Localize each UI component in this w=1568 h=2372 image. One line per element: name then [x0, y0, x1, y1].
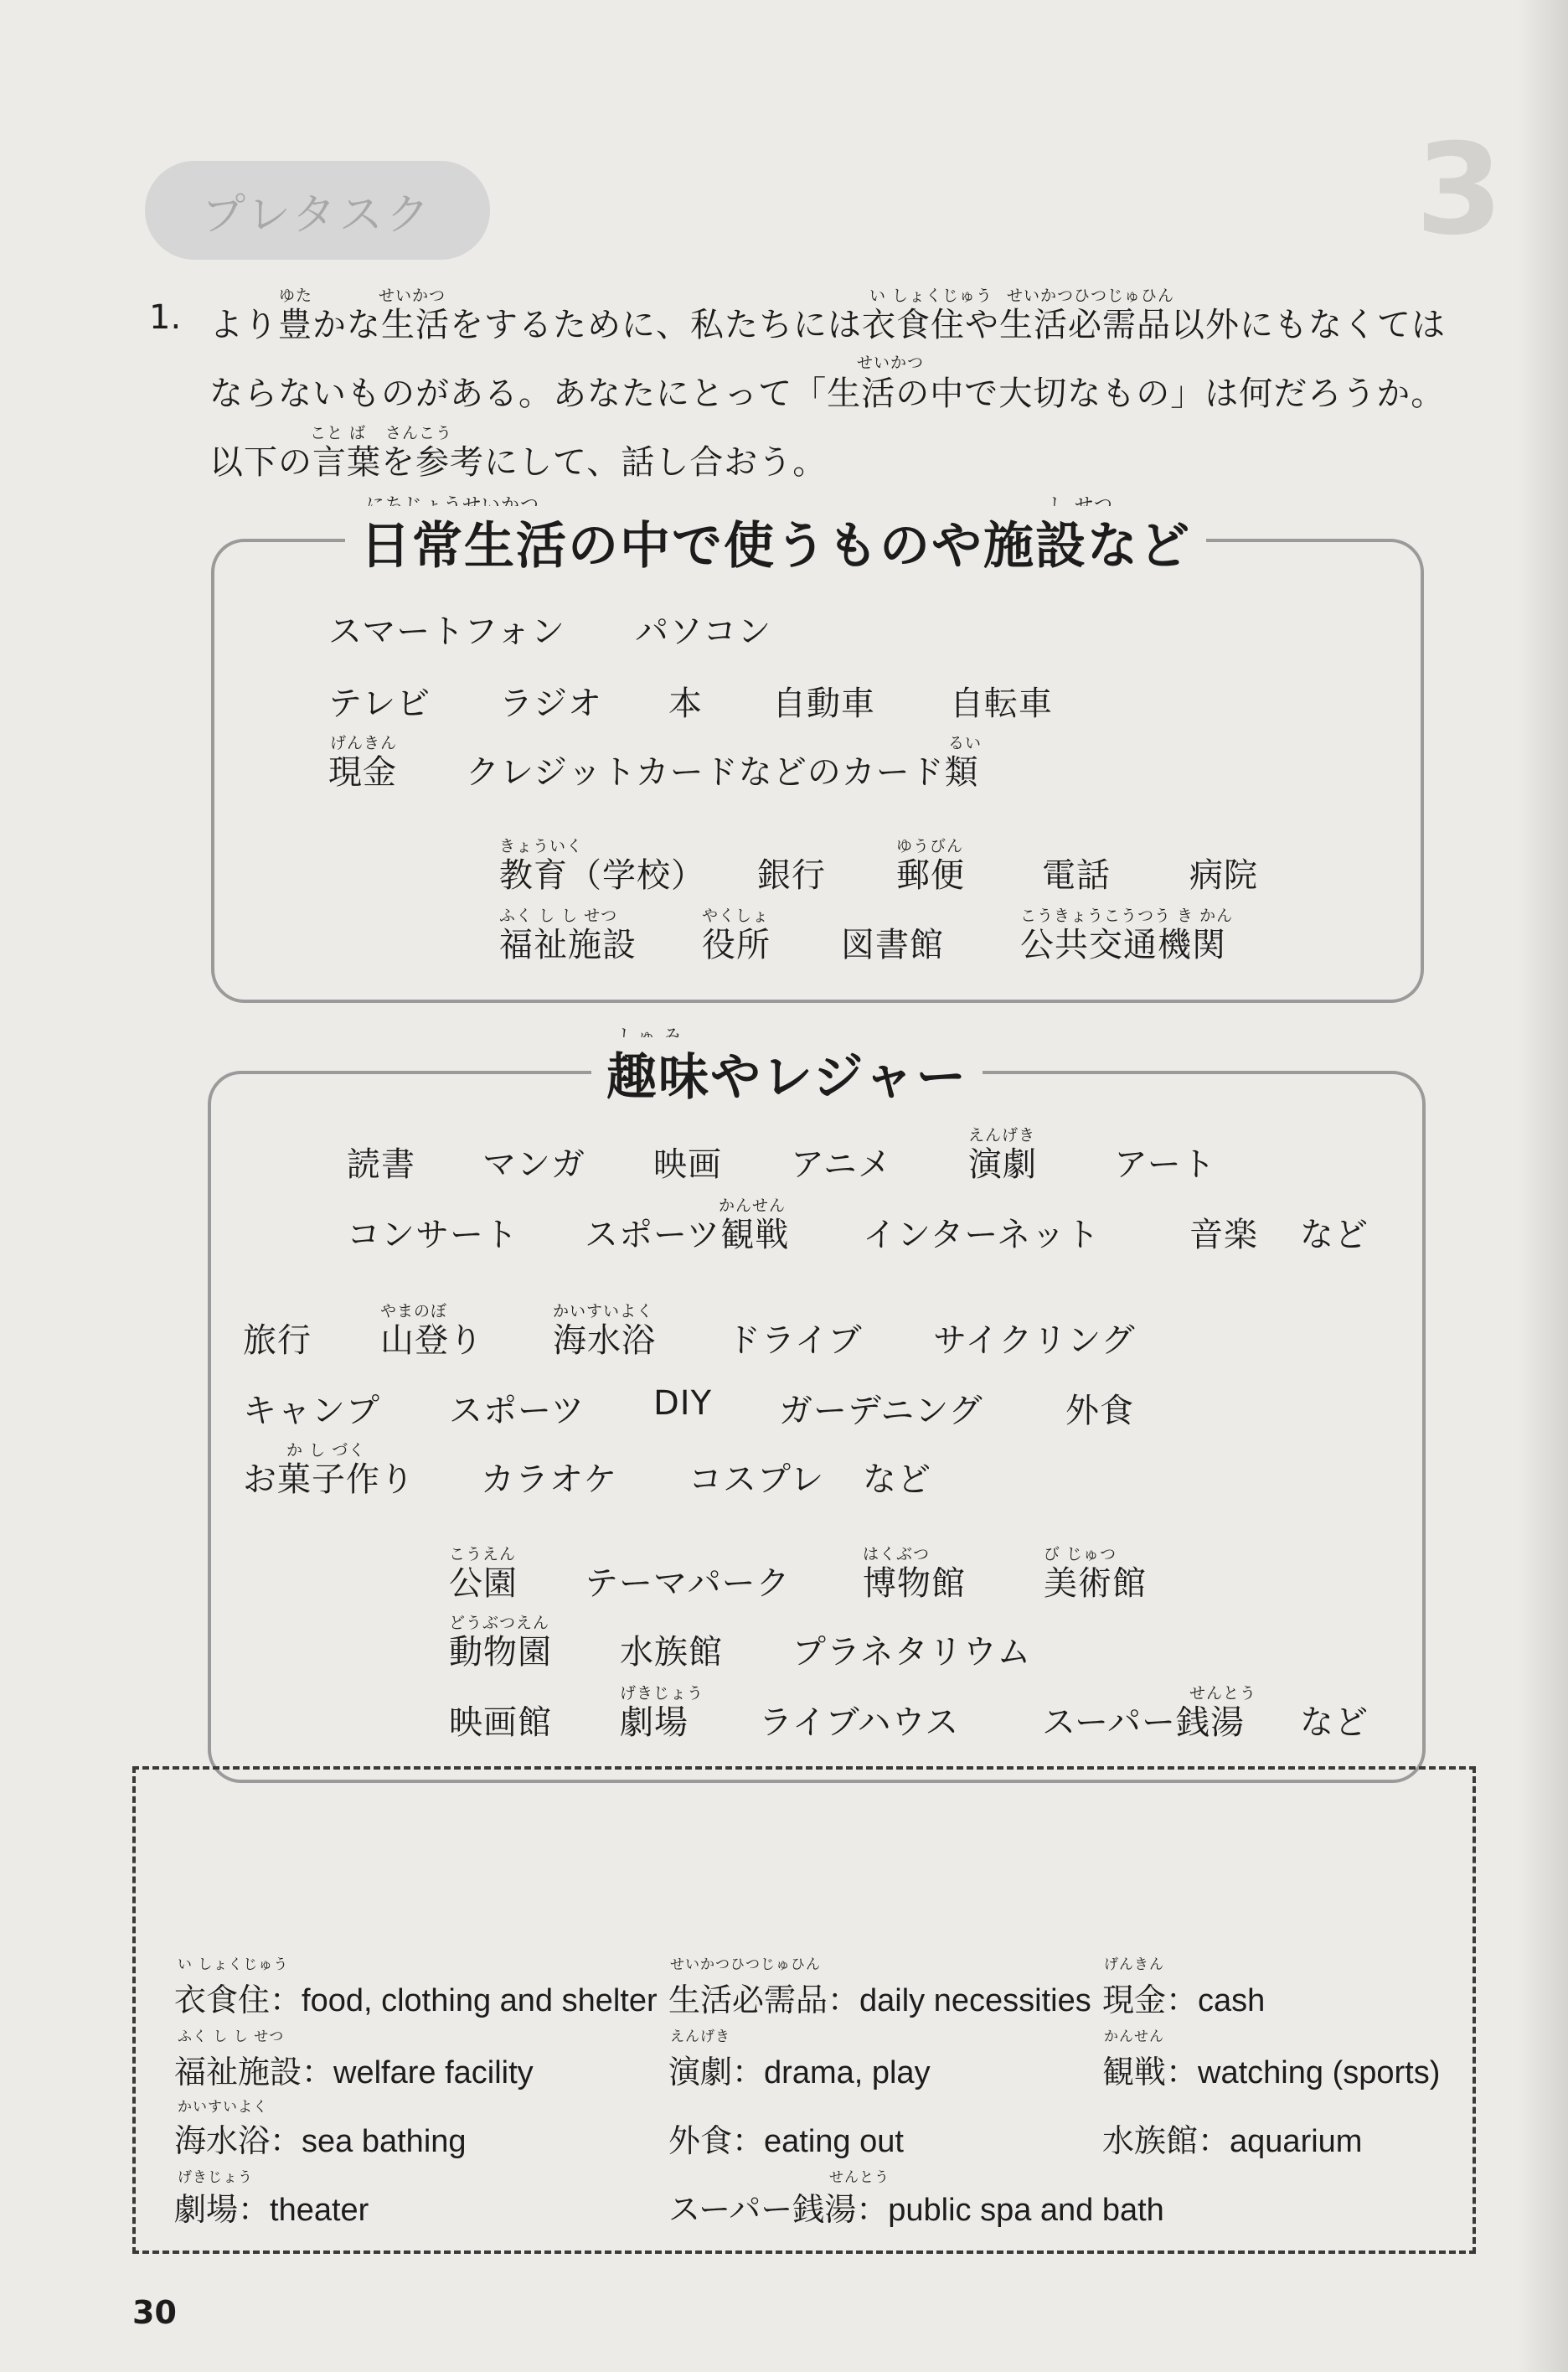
separator: ： — [732, 2122, 765, 2159]
question-line-1: より豊かな生活をするために、私たちには衣食住や生活必需品以外にもなくては — [209, 306, 1446, 344]
glossary-entry — [174, 1974, 658, 2020]
item: 外食 — [1065, 1392, 1134, 1430]
ruby: こと ば — [310, 424, 367, 442]
item: コスプレ — [689, 1460, 825, 1499]
item: 公園 — [449, 1564, 518, 1603]
separator: ： — [270, 2122, 302, 2159]
item: など — [1300, 1703, 1369, 1742]
ruby: こうきょうこうつう き かん — [1020, 907, 1234, 925]
ruby: せんとう — [829, 2169, 890, 2186]
ruby: げんきん — [1104, 1956, 1164, 1973]
item: 演劇 — [968, 1145, 1037, 1184]
glossary-entry — [668, 2046, 931, 2092]
item: スーパー銭湯 — [1042, 1703, 1245, 1742]
glossary-term: 観戦 — [1102, 2054, 1167, 2090]
glossary-term: 演劇 — [668, 2054, 733, 2090]
glossary-entry — [174, 2183, 369, 2230]
item: 映画館 — [449, 1703, 552, 1742]
ruby: い しょくじゅう — [869, 287, 993, 305]
glossary-entry — [668, 1974, 1091, 2020]
item: 映画 — [653, 1145, 722, 1184]
item: テレビ — [328, 685, 431, 723]
separator: ： — [732, 2054, 765, 2090]
item: 美術館 — [1044, 1564, 1147, 1603]
glossary-meaning: daily necessities — [859, 1983, 1091, 2018]
item: ドライブ — [727, 1321, 863, 1360]
glossary-meaning: sea bathing — [302, 2124, 467, 2159]
item: 自転車 — [950, 685, 1053, 723]
glossary-entry — [668, 2183, 1164, 2230]
ruby: せいかつひつじゅひん — [1007, 287, 1175, 305]
glossary-meaning: public spa and bath — [888, 2193, 1164, 2228]
ruby: さんこう — [385, 424, 453, 442]
ruby: い しょくじゅう — [178, 1956, 289, 1973]
item: アニメ — [791, 1145, 892, 1184]
glossary-meaning: watching (sports) — [1198, 2055, 1441, 2090]
item: 教育（学校） — [499, 856, 705, 895]
separator: ： — [302, 2054, 334, 2090]
item: 役所 — [702, 926, 771, 964]
ruby: せいかつ — [379, 287, 446, 305]
daily-life-title: 日常生活の中で使うものや施設など — [345, 506, 1206, 578]
item: パソコン — [635, 612, 772, 651]
item: 旅行 — [243, 1321, 312, 1360]
glossary-entry — [1102, 2046, 1440, 2092]
ruby: せいかつひつじゅひん — [670, 1956, 821, 1973]
separator: ： — [238, 2191, 271, 2228]
glossary-term: 福祉施設 — [174, 2054, 302, 2090]
separator: ： — [1166, 1982, 1199, 2018]
item: スポーツ観戦 — [585, 1216, 790, 1254]
glossary-meaning: theater — [270, 2193, 369, 2228]
item: など — [863, 1460, 931, 1499]
item: テーマパーク — [585, 1564, 791, 1603]
ruby: えんげき — [670, 2028, 730, 2045]
ruby: どうぶつえん — [449, 1614, 550, 1632]
glossary-entry — [174, 2046, 534, 2092]
pretask-label: プレタスク — [145, 161, 490, 260]
question-line-3: 以下の言葉を参考にして、話し合おう。 — [209, 443, 828, 482]
separator: ： — [1166, 2054, 1199, 2090]
glossary-entry — [1102, 1974, 1265, 2020]
item: 本 — [668, 685, 703, 723]
separator: ： — [1198, 2122, 1230, 2159]
ruby: せんとう — [1189, 1684, 1257, 1703]
ruby: やくしょ — [702, 907, 770, 925]
glossary-term: 外食 — [668, 2122, 733, 2159]
question-line-2: ならないものがある。あなたにとって「生活の中で大切なもの」は何だろうか。 — [209, 375, 1446, 413]
ruby: げんきん — [330, 734, 398, 752]
glossary-term: 水族館 — [1102, 2122, 1199, 2159]
separator: ： — [856, 2191, 889, 2228]
item: スポーツ — [449, 1392, 585, 1430]
item: 郵便 — [896, 856, 965, 895]
ruby: ゆうびん — [896, 837, 964, 855]
hobbies-leisure-title: 趣味やレジャー — [591, 1037, 983, 1109]
item: ガーデニング — [779, 1392, 983, 1430]
ruby: ふく し し せつ — [499, 907, 618, 925]
ruby: はくぶつ — [863, 1545, 931, 1563]
question-number: 1. — [149, 298, 182, 337]
item: 銀行 — [757, 856, 826, 895]
ruby: かんせん — [719, 1196, 787, 1215]
glossary-meaning: drama, play — [764, 2055, 931, 2090]
item: DIY — [653, 1384, 713, 1423]
page-edge-shadow — [1518, 0, 1568, 2372]
item: お菓子作り — [243, 1460, 415, 1499]
item: 現金 — [328, 753, 397, 792]
glossary-term: 劇場 — [174, 2191, 239, 2228]
item: 動物園 — [449, 1633, 552, 1672]
item: カラオケ — [481, 1460, 618, 1499]
ruby: えんげき — [968, 1126, 1036, 1145]
item: マンガ — [482, 1145, 585, 1184]
item: コンサート — [347, 1216, 518, 1254]
ruby: せいかつ — [857, 354, 925, 372]
glossary-meaning: eating out — [764, 2124, 904, 2159]
item: 電話 — [1042, 856, 1111, 895]
glossary-term: スーパー銭湯 — [668, 2191, 857, 2228]
separator: ： — [828, 1982, 860, 2018]
item: 音楽 — [1189, 1216, 1258, 1254]
item: 病院 — [1189, 856, 1258, 895]
glossary-meaning: cash — [1198, 1983, 1266, 2018]
item: プラネタリウム — [792, 1633, 1032, 1672]
item: 博物館 — [863, 1564, 966, 1603]
item: 福祉施設 — [499, 926, 637, 964]
item: 山登り — [380, 1321, 483, 1360]
ruby: かいすいよく — [178, 2099, 268, 2116]
ruby: び じゅつ — [1044, 1545, 1117, 1563]
page-number: 30 — [132, 2294, 177, 2331]
item: アート — [1114, 1145, 1216, 1184]
item: クレジットカードなどのカード類 — [466, 753, 979, 792]
ruby: かいすいよく — [553, 1302, 654, 1320]
item: キャンプ — [243, 1392, 380, 1430]
glossary-meaning: aquarium — [1230, 2124, 1363, 2159]
item: 図書館 — [841, 926, 944, 964]
glossary-entry — [174, 2115, 467, 2161]
glossary-meaning: food, clothing and shelter — [302, 1983, 658, 2018]
item: サイクリング — [933, 1321, 1136, 1360]
glossary-entry — [1102, 2115, 1362, 2161]
glossary-term: 衣食住 — [174, 1982, 271, 2018]
ruby: ゆた — [279, 287, 313, 305]
item: ラジオ — [499, 685, 602, 723]
ruby: ふく し し せつ — [178, 2028, 285, 2045]
ruby: きょういく — [499, 837, 584, 855]
item: 劇場 — [620, 1703, 689, 1742]
glossary-term: 海水浴 — [174, 2122, 271, 2159]
bleed-through-chapter-number: 3 — [1416, 117, 1504, 263]
item: 海水浴 — [553, 1321, 656, 1360]
glossary-term: 現金 — [1102, 1982, 1167, 2018]
item: 水族館 — [620, 1633, 723, 1672]
ruby: かんせん — [1104, 2028, 1164, 2045]
item: など — [1300, 1216, 1369, 1254]
item: インターネット — [863, 1216, 1101, 1254]
ruby: げきじょう — [178, 2169, 253, 2186]
glossary-entry — [668, 2115, 904, 2161]
item: 公共交通機関 — [1020, 926, 1226, 964]
item: 自動車 — [772, 685, 875, 723]
ruby: こうえん — [449, 1545, 517, 1563]
ruby: げきじょう — [620, 1684, 704, 1703]
separator: ： — [270, 1982, 302, 2018]
item: スマートフォン — [328, 612, 565, 651]
ruby: やまのぼ — [380, 1302, 448, 1320]
ruby: か し づく — [286, 1441, 366, 1460]
ruby: るい — [948, 734, 983, 752]
item: ライブハウス — [759, 1703, 960, 1742]
glossary-term: 生活必需品 — [668, 1982, 828, 2018]
item: 読書 — [347, 1145, 415, 1184]
glossary-meaning: welfare facility — [333, 2055, 534, 2090]
